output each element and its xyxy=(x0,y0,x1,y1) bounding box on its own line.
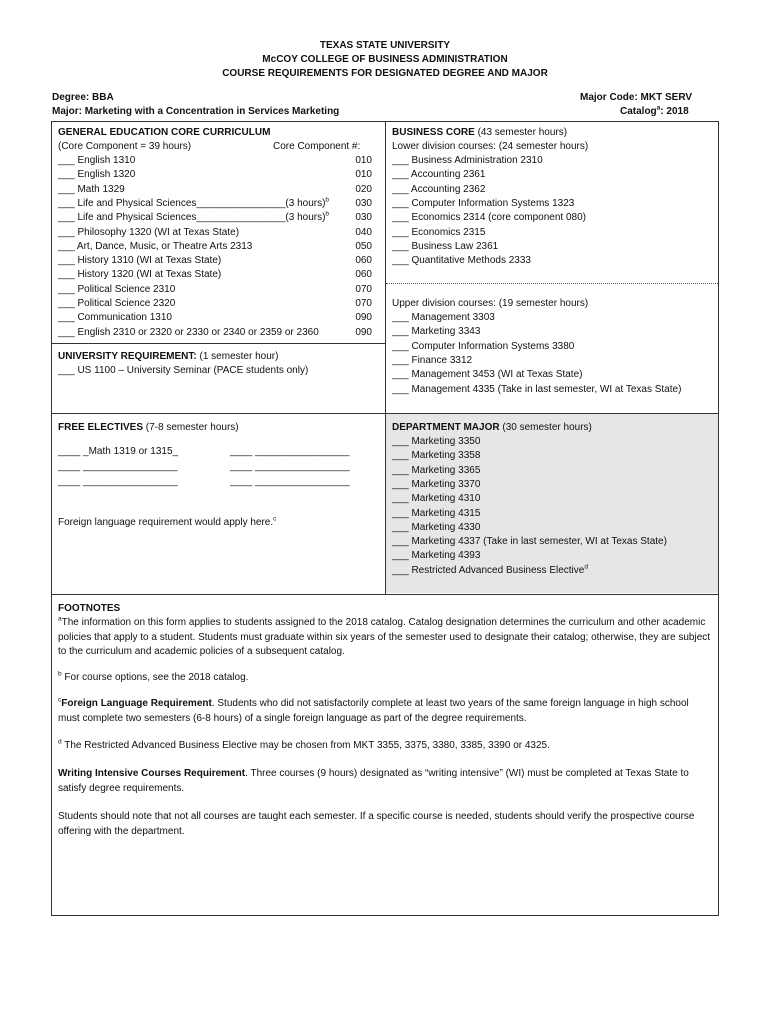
core-component-code: 010 xyxy=(355,155,372,166)
footnote-marker: b xyxy=(325,210,330,218)
gen-ed-item xyxy=(58,311,172,325)
free-elective-slot: ____ _________________ xyxy=(58,461,178,472)
major-code: Major Code: MKT SERV xyxy=(580,92,693,103)
lower-division-course: ___ Economics 2315 xyxy=(392,226,486,238)
gen-ed-item xyxy=(58,326,319,340)
gen-ed-item-text: ___ Math 1329 xyxy=(58,183,125,195)
lower-division-label: Lower division courses: (24 semester hours) xyxy=(392,141,589,152)
footnote-c: $^c$Foreign Language Requirement. Students who did not satisfactorily complete at least two years of the same foreign language in high school must complete two semesters (6-8 hours) of a single foreign language as part of the degree requirements. xyxy=(58,696,689,724)
upper-division-course: ___ Management 3453 (WI at Texas State) xyxy=(392,369,583,381)
department-major-course xyxy=(392,507,480,521)
gen-ed-item-text: ___ Political Science 2320 xyxy=(58,298,176,309)
core-component-header: Core Component #: xyxy=(273,141,361,152)
department-major-course xyxy=(392,564,588,578)
gen-ed-item xyxy=(58,154,135,168)
gen-ed-item xyxy=(58,211,329,225)
footnotes-divider xyxy=(51,594,719,595)
core-component-code: 070 xyxy=(355,283,372,295)
gen-ed-item-text: ___ History 1310 (WI at Texas State) xyxy=(58,255,222,267)
degree-label: Degree: BBA xyxy=(52,92,114,103)
gen-ed-item xyxy=(58,254,221,268)
department-major-course xyxy=(392,449,480,463)
catalog-year: Catalog$^a$: 2018 xyxy=(620,104,689,117)
department-major-course xyxy=(392,464,480,478)
gen-ed-item-text: ___ English 1320 xyxy=(58,169,136,181)
gen-ed-item-text: ___ Life and Physical Sciences________________(3 hours) xyxy=(58,197,326,209)
major-label: Major: Marketing with a Concentration in Services Marketing xyxy=(52,106,340,117)
free-elective-slot: ____ _________________ xyxy=(230,476,350,487)
gen-ed-subtitle: (Core Component = 39 hours) xyxy=(58,141,192,152)
gen-ed-item xyxy=(58,183,125,197)
upper-division-label: Upper division courses: (19 semester hours) xyxy=(392,298,589,309)
department-major-course-text: ___ Marketing 4310 xyxy=(392,493,481,505)
gen-ed-item xyxy=(58,197,329,211)
lower-division-course: ___ Economics 2314 (core component 080) xyxy=(392,212,587,224)
university-requirement-title: UNIVERSITY REQUIREMENT: (1 semester hour) xyxy=(58,351,279,362)
footnotes-title: FOOTNOTES xyxy=(58,603,121,614)
gen-ed-item xyxy=(58,268,221,282)
gen-ed-title: GENERAL EDUCATION CORE CURRICULUM xyxy=(58,127,271,138)
lower-division-course: ___ Accounting 2361 xyxy=(392,169,486,181)
gen-ed-item-text: ___ English 2310 or 2320 or 2330 or 2340 or 2359 or 2360 xyxy=(58,326,319,338)
document-title: COURSE REQUIREMENTS FOR DESIGNATED DEGREE AND MAJOR xyxy=(222,68,548,79)
gen-ed-item-text: ___ English 1310 xyxy=(58,155,136,166)
department-major-course xyxy=(392,535,667,549)
writing-intensive-note: Writing Intensive Courses Requirement. Three courses (9 hours) designated as “writing intensive” (WI) must be completed at Texas State to satisfy degree requirements. xyxy=(58,768,689,794)
core-component-code: 050 xyxy=(355,240,372,252)
business-core-dotted-divider xyxy=(386,283,718,284)
department-major-course xyxy=(392,492,480,506)
core-component-code: 040 xyxy=(355,226,372,238)
column-divider xyxy=(385,121,386,594)
department-major-course xyxy=(392,478,480,492)
gen-ed-divider xyxy=(51,343,385,344)
footnote-b: $^b$ For course options, see the 2018 catalog. xyxy=(58,670,249,683)
footnote-marker: b xyxy=(325,196,330,204)
gen-ed-item xyxy=(58,297,175,311)
department-major-course-text: ___ Marketing 4337 (Take in last semester, WI at Texas State) xyxy=(392,536,667,548)
core-component-code: 010 xyxy=(355,169,372,181)
foreign-language-note: Foreign language requirement would apply here.$^c$ xyxy=(58,515,277,528)
free-elective-slot: ____ _Math 1319 or 1315_ xyxy=(58,446,179,457)
department-major-course-text: ___ Marketing 3358 xyxy=(392,450,481,462)
middle-divider xyxy=(51,413,719,414)
footnote-d: $^d$ The Restricted Advanced Business Elective may be chosen from MKT 3355, 3375, 3380, 3385, 3390 or 4325. xyxy=(58,738,550,751)
gen-ed-item xyxy=(58,283,175,297)
university-requirement-item: ___ US 1100 – University Seminar (PACE students only) xyxy=(58,365,309,376)
footnote-a: $^a$The information on this form applies to students assigned to the 2018 catalog. Catalog designation determines the curriculum and other academic policies that apply to a student. Students must graduate within six years of the semester used to designate their catalog; otherwise, they are subject to the curriculum and academic policies of a subsequent catalog. xyxy=(58,615,711,657)
gen-ed-item xyxy=(58,226,239,240)
core-component-code: 030 xyxy=(355,212,372,224)
free-elective-slot: ____ _________________ xyxy=(230,446,350,457)
core-component-code: 060 xyxy=(355,269,372,281)
footnote-marker: d xyxy=(584,563,588,571)
department-major-course-text: ___ Restricted Advanced Business Elective xyxy=(392,564,585,576)
lower-division-course: ___ Quantitative Methods 2333 xyxy=(392,255,531,267)
core-component-code: 020 xyxy=(355,183,372,195)
business-core-title: BUSINESS CORE (43 semester hours) xyxy=(392,127,568,138)
department-major-course xyxy=(392,435,480,449)
upper-division-course: ___ Finance 3312 xyxy=(392,354,473,366)
upper-division-course: ___ Computer Information Systems 3380 xyxy=(392,340,575,352)
lower-division-course: ___ Computer Information Systems 1323 xyxy=(392,197,575,209)
department-major-course-text: ___ Marketing 3350 xyxy=(392,436,481,447)
department-major-course-text: ___ Marketing 4315 xyxy=(392,507,481,519)
free-elective-slot: ____ _________________ xyxy=(230,461,350,472)
core-component-code: 090 xyxy=(355,326,372,338)
course-offering-note: Students should note that not all courses are taught each semester. If a specific course is needed, students should verify the prospective course offering with the department. xyxy=(58,811,695,837)
department-major-title: DEPARTMENT MAJOR (30 semester hours) xyxy=(392,422,592,433)
upper-division-course: ___ Management 4335 (Take in last semester, WI at Texas State) xyxy=(392,383,682,395)
core-component-code: 070 xyxy=(355,298,372,309)
university-name: TEXAS STATE UNIVERSITY xyxy=(319,40,451,51)
gen-ed-item xyxy=(58,240,252,254)
upper-division-course: ___ Marketing 3343 xyxy=(392,326,481,338)
gen-ed-item-text: ___ Political Science 2310 xyxy=(58,283,176,295)
core-component-code: 090 xyxy=(355,312,372,324)
gen-ed-item-text: ___ Art, Dance, Music, or Theatre Arts 2313 xyxy=(58,240,253,252)
gen-ed-item-text: ___ Communication 1310 xyxy=(58,312,172,324)
gen-ed-item xyxy=(58,168,135,182)
core-component-code: 060 xyxy=(355,255,372,267)
gen-ed-item-text: ___ Life and Physical Sciences________________(3 hours) xyxy=(58,212,326,224)
lower-division-course: ___ Business Law 2361 xyxy=(392,240,499,252)
upper-division-course: ___ Management 3303 xyxy=(392,312,495,323)
free-elective-slot: ____ _________________ xyxy=(58,476,178,487)
department-major-course-text: ___ Marketing 3365 xyxy=(392,464,481,476)
lower-division-course: ___ Business Administration 2310 xyxy=(392,155,543,166)
college-name: McCOY COLLEGE OF BUSINESS ADMINISTRATION xyxy=(262,54,508,65)
department-major-course-text: ___ Marketing 3370 xyxy=(392,478,481,490)
gen-ed-item-text: ___ Philosophy 1320 (WI at Texas State) xyxy=(58,226,240,238)
gen-ed-item-text: ___ History 1320 (WI at Texas State) xyxy=(58,269,222,281)
department-major-course xyxy=(392,521,480,535)
department-major-course-text: ___ Marketing 4393 xyxy=(392,550,481,562)
core-component-code: 030 xyxy=(355,197,372,209)
department-major-course xyxy=(392,549,480,563)
department-major-course-text: ___ Marketing 4330 xyxy=(392,521,481,533)
free-electives-title: FREE ELECTIVES (7-8 semester hours) xyxy=(58,422,239,433)
lower-division-course: ___ Accounting 2362 xyxy=(392,183,486,195)
